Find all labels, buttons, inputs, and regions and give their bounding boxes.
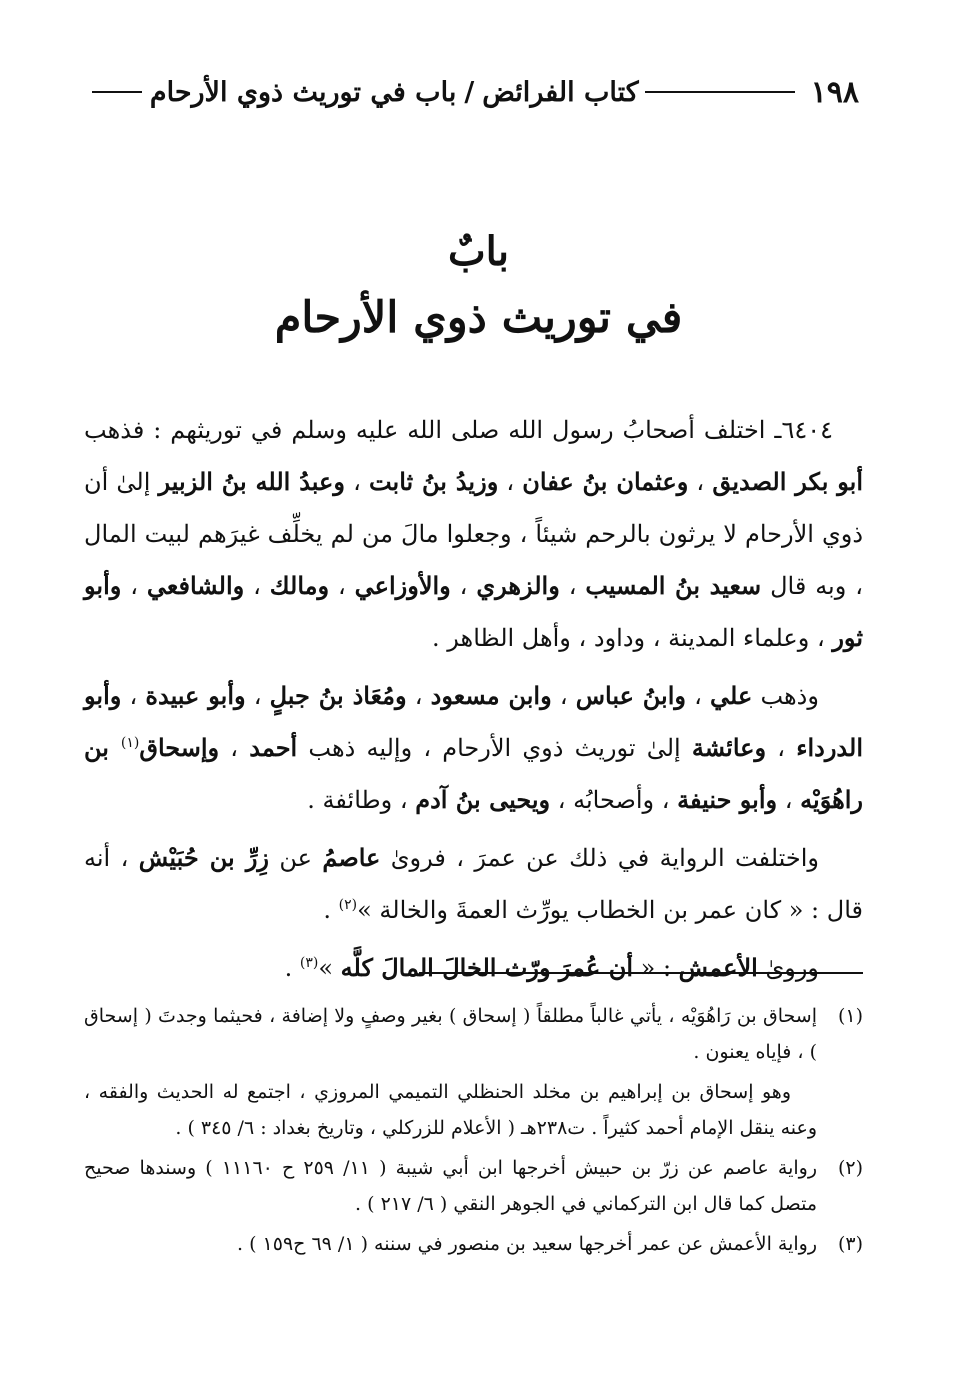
bold-name: والزهري [476, 571, 560, 600]
footnote-2 [84, 1150, 863, 1222]
text-run: . [284, 954, 300, 982]
bold-name: وأبو عبيدة [145, 681, 246, 710]
bold-name: الأعمش [678, 953, 758, 982]
page-number: ١٩٨ [810, 74, 859, 110]
bold-name: وأبو ثور [84, 571, 863, 652]
text-run: ، [329, 572, 355, 600]
text-run: إلىٰ أن ذوي الأرحام لا يرثون بالرحم شيئاً ، وجعلوا مالَ من لم يخلِّف غيرَهم لبيت المال ، وبه قال [84, 468, 863, 600]
text-run: ، [121, 572, 147, 600]
bold-name: بن راهُوَيْه [84, 733, 863, 814]
bold-name: وعثمان بنُ عفان [522, 467, 689, 496]
text-run: ، [344, 468, 369, 496]
text-run: ، أنه قال : « كان عمر بن الخطاب يورِّث العمةَ والخالة » [84, 844, 863, 924]
main-text [84, 404, 863, 1000]
text-run: ، [498, 468, 523, 496]
footnote-number: (٣) [837, 1233, 863, 1255]
bold-quote: أن عُمرَ ورّث الخالَ المالَ كلَّه [340, 953, 633, 982]
footnotes [84, 998, 863, 1266]
header-book: كتاب الفرائض [482, 76, 639, 108]
chapter-heading [0, 222, 957, 354]
footnote-continuation: وهو إسحاق بن إبراهيم بن مخلد الحنظلي التميمي المروزي ، اجتمع له الحديث والفقه ، وعنه ينقل الإمام أحمد كثيراً . ت٢٣٨هـ ( الأعلام للزركلي ، وتاريخ بغداد : ٦/ ٣٤٥ ) . [84, 1081, 817, 1139]
bold-name: علي [710, 681, 753, 710]
text-run: ، [244, 572, 270, 600]
footnote-line: رواية الأعمش عن عمر أخرجها سعيد بن منصور في سننه ( ١/ ٦٩ ح١٥٩ ) . [237, 1233, 817, 1255]
text-run: عن [269, 844, 323, 872]
header-title [150, 77, 639, 108]
footnote-1 [84, 998, 863, 1146]
text-run: وذهب [752, 682, 819, 710]
chapter-title: في توريث ذوي الأرحام [274, 293, 683, 343]
text-run: ، [551, 682, 576, 710]
bold-name: وأبو الدرداء [84, 681, 863, 762]
text-run: : « [633, 954, 679, 982]
paragraph-1 [84, 404, 863, 664]
text-run: ، [559, 572, 586, 600]
text-run: ، [766, 734, 797, 762]
paragraph-4 [84, 942, 863, 994]
bold-name: ويحيى بنُ آدم [415, 785, 551, 814]
bold-name: والشافعي [146, 571, 245, 600]
text-run: ، [450, 572, 477, 600]
chapter-bab: بابٌ [448, 228, 509, 275]
footnote-text [84, 1150, 817, 1222]
text-run: ، [121, 682, 146, 710]
header-rule-long [92, 91, 142, 93]
text-run: وروىٰ [757, 954, 819, 982]
header-chapter: باب في توريث ذوي الأرحام [149, 76, 457, 108]
bold-name: ومالك [269, 571, 330, 600]
text-run: . [323, 896, 339, 924]
bold-name: وزيدُ بنُ ثابت [368, 467, 499, 496]
text-run: » [318, 954, 341, 982]
bold-name: وعبدُ الله بنُ الزبير [158, 467, 345, 496]
footnote-ref[interactable]: (١) [120, 735, 140, 751]
footnote-number: (١) [837, 1005, 863, 1027]
bold-name: ومُعَاذ بنُ جبلٍ [269, 681, 407, 710]
paragraph-3 [84, 832, 863, 936]
bold-name: أحمد [249, 733, 298, 762]
text-run: ، [688, 468, 713, 496]
text-run: ، وطائفة . [307, 786, 416, 814]
bold-name: سعيد بنُ المسيب [585, 571, 762, 600]
footnote-divider [419, 972, 863, 974]
paragraph-2 [84, 670, 863, 826]
footnote-line: إسحاق بن رَاهُوَيْه ، يأتي غالباً مطلقاً ( إسحاق ) بغير وصفٍ ولا إضافة ، فحيثما وجدتَ ( إسحاق ) ، فإياه يعنون . [84, 1005, 817, 1063]
text-run: ، [219, 734, 250, 762]
text-run: إلىٰ توريث ذوي الأرحام ، وإليه ذهب [297, 734, 692, 762]
text-run: ، [777, 786, 801, 814]
footnote-ref[interactable]: (٣) [299, 955, 319, 971]
bold-name: والأوزاعي [354, 571, 451, 600]
text-run: ، وأصحابُه ، [550, 786, 678, 814]
footnote-text [84, 998, 817, 1146]
text-run: ، [406, 682, 431, 710]
footnote-ref[interactable]: (٢) [338, 897, 358, 913]
footnote-line: رواية عاصم عن زرّ بن حبيش أخرجها ابن أبي شيبة ( ١١/ ٢٥٩ ح ١١١٦٠ ) وسندها صحيح متصل كما قال ابن التركماني في الجوهر النقي ( ٦/ ٢١٧ ) . [84, 1157, 818, 1215]
footnote-3 [84, 1226, 863, 1262]
header-rule-short [645, 91, 795, 93]
bold-name: وأبو حنيفة [677, 785, 778, 814]
text-run: ، [245, 682, 270, 710]
bold-name: وإسحاق [139, 733, 220, 762]
text-run: ٦٤٠٤ـ اختلف أصحابُ رسول الله صلى الله عليه وسلم في توريثهم : فذهب [84, 416, 833, 444]
bold-name: وعائشة [691, 733, 767, 762]
bold-name: أبو بكر الصديق [712, 467, 864, 496]
bold-name: وابنُ عباس [575, 681, 686, 710]
text-run: ، [685, 682, 711, 710]
footnote-number: (٢) [837, 1157, 863, 1179]
text-run: ، وعلماء المدينة ، وداود ، وأهل الظاهر . [432, 624, 833, 652]
text-run: واختلفت الرواية في ذلك عن عمرَ ، فروىٰ [380, 844, 819, 872]
running-header [84, 70, 859, 114]
bold-name: وابن مسعود [430, 681, 552, 710]
bold-name: زِرِّ بن حُبَيْش [138, 843, 269, 872]
footnote-text [84, 1226, 817, 1262]
bold-name: عاصمُ [322, 843, 381, 872]
header-separator: / [464, 76, 475, 108]
